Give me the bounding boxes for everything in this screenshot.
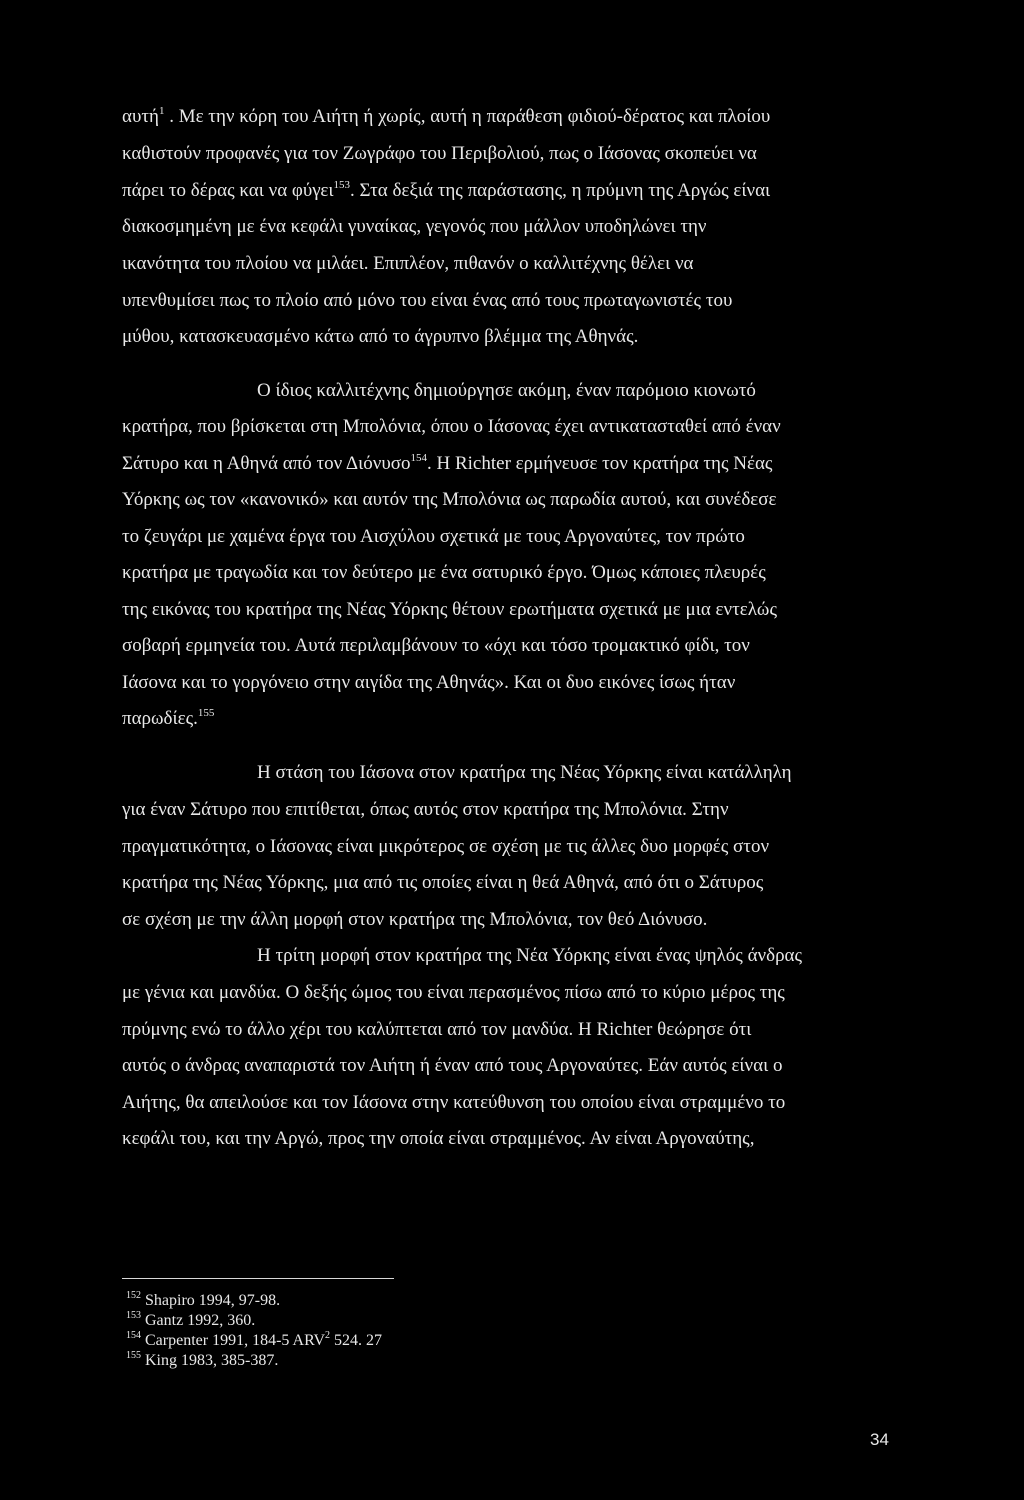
text-segment: Υόρκης ως τον «κανονικό» και αυτόν της Μπολόνια ως παρωδία αυτού, και συνέδεσε xyxy=(122,489,777,510)
text-line xyxy=(122,453,772,475)
footnote-number: 153 xyxy=(126,1310,141,1321)
text-segment: κρατήρα με τραγωδία και τον δεύτερο με ένα σατυρικό έργο. Όμως κάποιες πλευρές xyxy=(122,562,766,583)
text-line xyxy=(122,1055,782,1077)
text-segment: πραγματικότητα, ο Ιάσονας είναι μικρότερος σε σχέση με τις άλλες δυο μορφές στον xyxy=(122,836,770,857)
text-line xyxy=(122,416,781,438)
text-line xyxy=(122,216,707,238)
text-segment: κεφάλι του, και την Αργώ, προς την οποία είναι στραμμένος. Αν είναι Αργοναύτης, xyxy=(122,1128,755,1149)
text-segment: για έναν Σάτυρο που επιτίθεται, όπως αυτός στον κρατήρα της Μπολόνια. Στην xyxy=(122,799,729,820)
text-segment: πρύμνης ενώ το άλλο χέρι του καλύπτεται από τον μανδύα. Η Richter θεώρησε ότι xyxy=(122,1019,752,1040)
footnote-text: Carpenter 1991, 184-5 ARV xyxy=(141,1332,326,1349)
text-line xyxy=(257,762,792,784)
text-segment: . Στα δεξιά της παράστασης, η πρύμνη της Αργώς είναι xyxy=(349,180,771,201)
footnote-superscript: 2 xyxy=(325,1330,331,1341)
footnote-text: Shapiro 1994, 97-98. xyxy=(141,1292,281,1309)
text-segment: . Με την κόρη του Αιήτη ή χωρίς, αυτή η παράθεση φιδιού-δέρατος και πλοίου xyxy=(164,106,771,127)
text-segment: αυτή xyxy=(122,106,159,127)
text-segment: παρωδίες. xyxy=(122,708,198,729)
text-segment: Ιάσονα και το γοργόνειο στην αιγίδα της Αθηνάς». Και οι δυο εικόνες ίσως ήταν xyxy=(122,672,736,693)
text-segment: καθιστούν προφανές για τον Ζωγράφο του Περιβολιού, πως ο Ιάσονας σκοπεύει να xyxy=(122,143,757,164)
text-line xyxy=(122,290,732,312)
text-segment: κρατήρα της Νέας Υόρκης, μια από τις οποίες είναι η θεά Αθηνά, από ότι ο Σάτυρος xyxy=(122,872,764,893)
footnote-number: 154 xyxy=(126,1330,141,1341)
text-segment: διακοσμημένη με ένα κεφάλι γυναίκας, γεγονός που μάλλον υποδηλώνει την xyxy=(122,216,707,237)
footnote-number: 155 xyxy=(126,1350,141,1361)
text-line xyxy=(122,489,777,511)
footnote-text: Gantz 1992, 360. xyxy=(141,1312,256,1329)
text-segment: σοβαρή ερμηνεία του. Αυτά περιλαμβάνουν το «όχι και τόσο τρομακτικό φίδι, τον xyxy=(122,635,750,656)
footnote-separator xyxy=(122,1278,394,1279)
text-line xyxy=(122,253,694,275)
text-line xyxy=(122,672,735,694)
text-line xyxy=(122,708,214,730)
footnote-number: 152 xyxy=(126,1290,141,1301)
text-line xyxy=(257,945,802,967)
text-segment: Η τρίτη μορφή στον κρατήρα της Νέα Υόρκης είναι ένας ψηλός άνδρας xyxy=(257,945,803,966)
footnote xyxy=(126,1312,255,1330)
text-segment: αυτός ο άνδρας αναπαριστά τον Αιήτη ή έναν από τους Αργοναύτες. Εάν αυτός είναι ο xyxy=(122,1055,783,1076)
text-line xyxy=(122,562,766,584)
text-segment: κρατήρα, που βρίσκεται στη Μπολόνια, όπου ο Ιάσονας έχει αντικατασταθεί από έναν xyxy=(122,416,781,437)
text-line xyxy=(122,106,770,128)
text-line xyxy=(122,982,785,1004)
text-segment: υπενθυμίσει πως το πλοίο από μόνο του είναι ένας από τους πρωταγωνιστές του xyxy=(122,290,733,311)
footnote-text: King 1983, 385-387. xyxy=(141,1352,279,1369)
text-line xyxy=(122,836,769,858)
text-line xyxy=(122,526,745,548)
text-line xyxy=(122,599,777,621)
text-line xyxy=(257,380,756,402)
text-segment: Σάτυρο και η Αθηνά από τον Διόνυσο xyxy=(122,453,411,474)
text-line xyxy=(122,1019,751,1041)
text-segment: Αιήτης, θα απειλούσε και τον Ιάσονα στην κατεύθυνση του οποίου είναι στραμμένο το xyxy=(122,1092,786,1113)
text-segment: το ζευγάρι με χαμένα έργα του Αισχύλου σχετικά με τους Αργοναύτες, τον πρώτο xyxy=(122,526,745,547)
text-segment: με γένια και μανδύα. Ο δεξής ώμος του είναι περασμένος πίσω από το κύριο μέρος της xyxy=(122,982,785,1003)
text-segment: μύθου, κατασκευασμένο κάτω από το άγρυπνο βλέμμα της Αθηνάς. xyxy=(122,326,639,347)
text-segment: της εικόνας του κρατήρα της Νέας Υόρκης θέτουν ερωτήματα σχετικά με μια εντελώς xyxy=(122,599,777,620)
text-line xyxy=(122,180,770,202)
footnote-text-tail: 524. 27 xyxy=(330,1332,383,1349)
text-line xyxy=(122,909,707,931)
footnote xyxy=(126,1352,278,1370)
text-line xyxy=(122,326,638,348)
text-line xyxy=(122,799,729,821)
footnote-ref: 1 xyxy=(158,105,165,117)
text-segment: πάρει το δέρας και να φύγει xyxy=(122,180,334,201)
text-line xyxy=(122,1092,785,1114)
page-number: 34 xyxy=(870,1430,889,1449)
text-segment: ικανότητα του πλοίου να μιλάει. Επιπλέον, πιθανόν ο καλλιτέχνης θέλει να xyxy=(122,253,694,274)
footnote-ref: 155 xyxy=(197,707,215,719)
footnote xyxy=(126,1332,382,1350)
text-line xyxy=(122,1128,754,1150)
text-segment: . Η Richter ερμήνευσε τον κρατήρα της Νέας xyxy=(427,453,773,474)
text-segment: Ο ίδιος καλλιτέχνης δημιούργησε ακόμη, έναν παρόμοιο κιονωτό xyxy=(257,380,756,401)
text-line xyxy=(122,143,757,165)
text-line xyxy=(122,872,763,894)
footnote-ref: 154 xyxy=(410,452,427,464)
text-segment: Η στάση του Ιάσονα στον κρατήρα της Νέας Υόρκης είναι κατάλληλη xyxy=(257,762,792,783)
footnote xyxy=(126,1292,280,1310)
footnote-ref: 153 xyxy=(333,179,350,191)
text-line xyxy=(122,635,750,657)
text-segment: σε σχέση με την άλλη μορφή στον κρατήρα της Μπολόνια, τον θεό Διόνυσο. xyxy=(122,909,708,930)
